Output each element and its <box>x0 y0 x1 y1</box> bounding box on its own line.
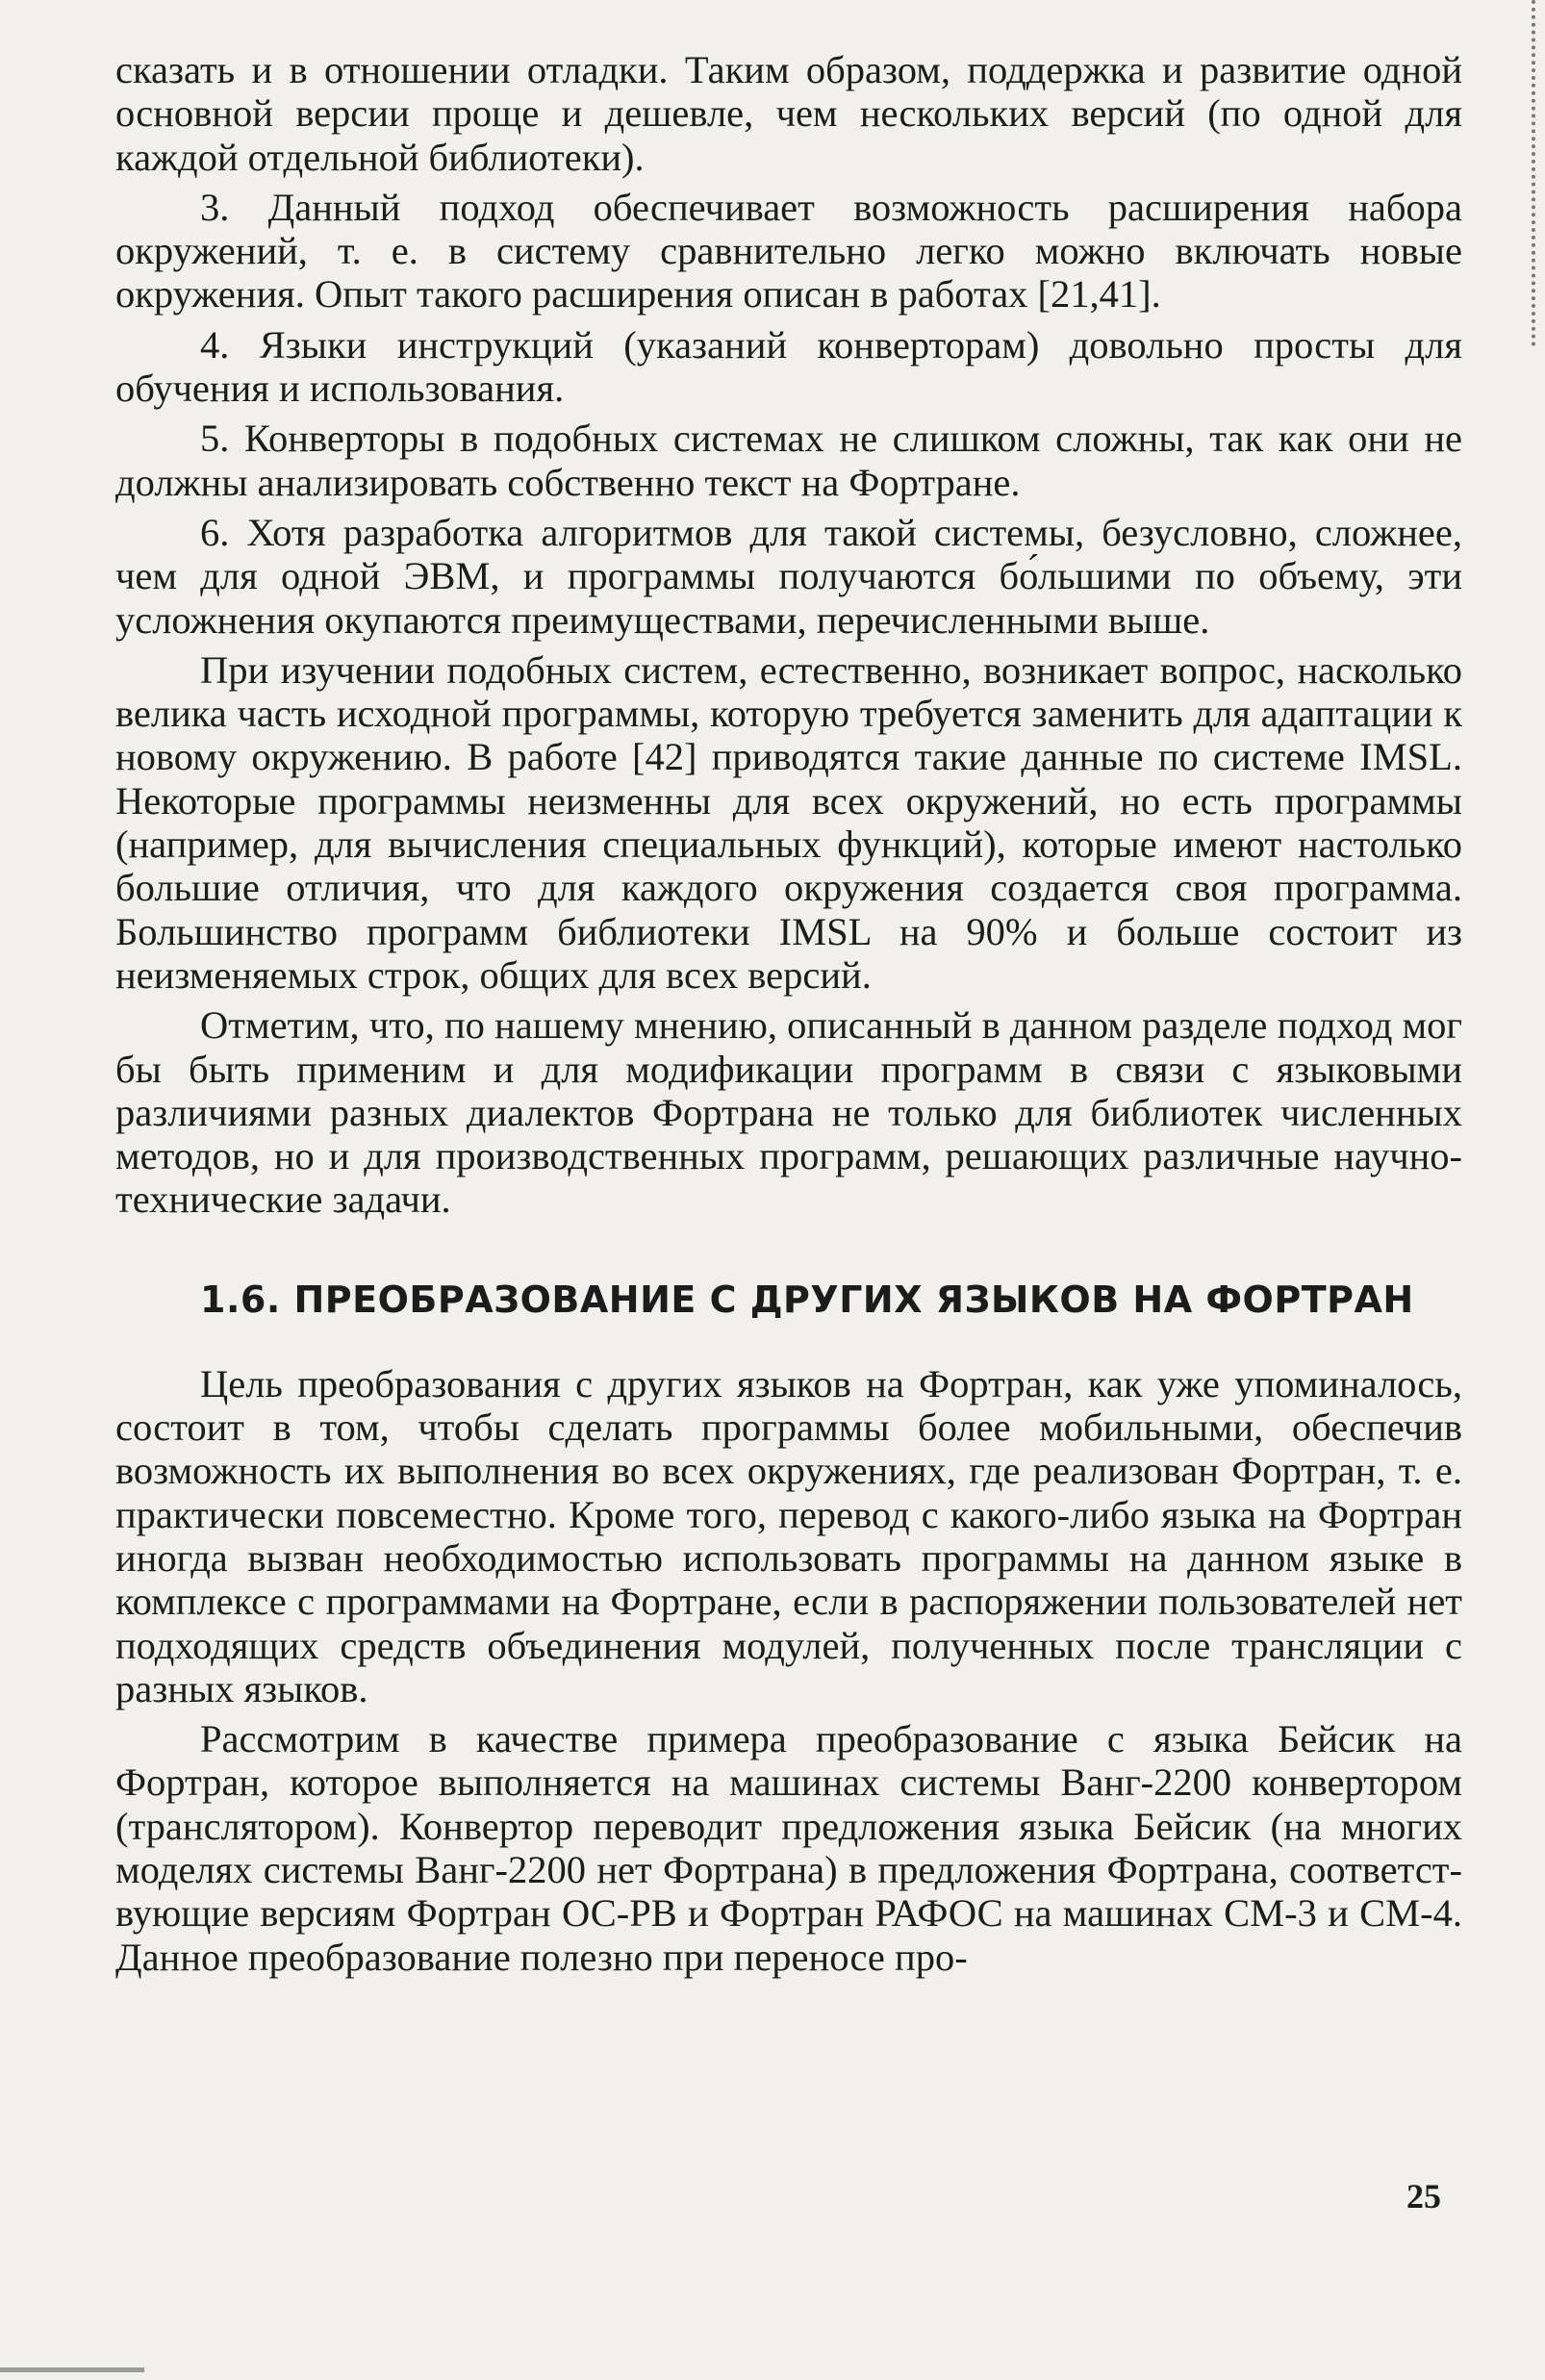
scan-edge-mark <box>1532 0 1545 346</box>
list-item-3: 3. Данный подход обеспечивает возможность расширения набора окружений, т. е. в систему сравнительно легко можно включать новые окружения. Опыт такого расширения описан в работах [21,41]. <box>115 185 1462 316</box>
paragraph-example: Рассмотрим в качестве примера преобразование с языка Бейсик на Фортран, которое выполняется на машинах системы Ванг-2200 конвертором (транслятором). Конвертор переводит предложения языка Бейсик (на многих моделях системы Ванг-2200 нет Фортрана) в предложения Фортрана, соответствующие версиям Фортран ОС-РВ и Фортран РАФОС на машинах СМ-3 и СМ-4. Данное преобразование полезно при переносе про- <box>115 1717 1462 1979</box>
list-item-5: 5. Конверторы в подобных системах не слишком сложны, так как они не должны анализировать собственно текст на Фортране. <box>115 417 1462 504</box>
section-heading: 1.6. ПРЕОБРАЗОВАНИЕ С ДРУГИХ ЯЗЫКОВ НА ФОРТРАН <box>200 1278 1414 1321</box>
list-item-6: 6. Хотя разработка алгоритмов для такой системы, безусловно, сложнее, чем для одной ЭВМ, и программы получаются бо́льшими по объему, эти усложнения окупаются преимуществами, перечисленными выше. <box>115 510 1462 642</box>
paragraph-note: Отметим, что, по нашему мнению, описанный в данном разделе подход мог бы быть применим и для модификации программ в связи с языковыми различиями разных диалектов Фортрана не только для библиотек численных методов, но и для производственных программ, решающих различные научно-технические задачи. <box>115 1003 1462 1222</box>
paragraph-imsl: При изучении подобных систем, естественно, возникает вопрос, насколько велика часть исходной программы, которую требуется заменить для адаптации к новому окружению. В работе [42] приводятся такие данные по системе IMSL. Некоторые программы неизменны для всех окружений, но есть программы (например, для вычисления специальных функций), которые имеют настолько большие отличия, что для каждого окружения создается своя программа. Большинство программ библиотеки IMSL на 90% и больше состоит из неизменяемых строк, общих для всех версий. <box>115 647 1462 997</box>
list-item-4: 4. Языки инструкций (указаний конверторам) довольно просты для обучения и использования. <box>115 322 1462 411</box>
paragraph-continuation: сказать и в отношении отладки. Таким образом, поддержка и развитие одной основной версии проще и дешевле, чем нескольких версий (по одной для каждой отдельной библиотеки). <box>115 48 1462 179</box>
page-body <box>115 48 1462 1986</box>
scan-smudge <box>0 2367 144 2372</box>
page-number: 25 <box>1406 2177 1441 2215</box>
paragraph-goal: Цель преобразования с других языков на Фортран, как уже упоминалось, состоит в том, чтобы сделать программы более мобильными, обеспечив возможность их выполнения во всех окружениях, где реализован Фортран, т. е. практически повсеместно. Кроме того, перевод с какого-либо языка на Фортран иногда вызван необходимостью использовать программы на данном языке в комплексе с программами на Фортране, если в распоряжении пользователей нет подходящих средств объединения модулей, полученных после трансляции с разных языков. <box>115 1361 1462 1710</box>
